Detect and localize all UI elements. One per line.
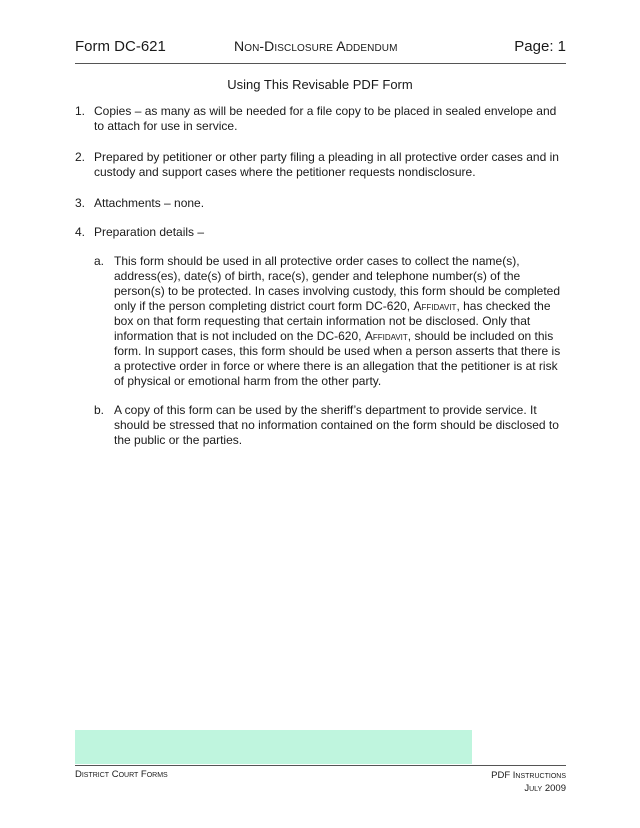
sub-item-text — [114, 254, 560, 388]
form-title: Non-Disclosure Addendum — [234, 38, 398, 54]
item-number: 1. — [75, 104, 86, 118]
sub-item-text: A copy of this form can be used by the sheriff’s department to provide service. It should be stressed that no information contained on the form should be disclosed to the public or the parties. — [114, 403, 559, 447]
page-header — [75, 38, 566, 56]
item-text: Prepared by petitioner or other party filing a pleading in all protective order cases and in custody and support cases where the petitioner requests nondisclosure. — [94, 150, 559, 179]
form-number: Form DC-621 — [75, 38, 166, 55]
page-number: Page: 1 — [514, 38, 566, 55]
revisable-form-field[interactable] — [75, 730, 472, 764]
list-item — [75, 104, 566, 134]
instruction-list — [75, 104, 566, 448]
affidavit-ref: Affidavit — [413, 299, 457, 313]
sub-item-text-part: , should be included on this form. In support cases, this form should be used when a person asserts that there is a protective order in force or where there is an allegation that the petitioner is at risk of physical or emotional harm from the other party. — [114, 329, 561, 388]
item-text: Copies – as many as will be needed for a file copy to be placed in sealed envelope and to attach for use in service. — [94, 104, 557, 133]
footer-left: District Court Forms — [75, 769, 168, 780]
header-divider — [75, 63, 566, 64]
page-subtitle: Using This Revisable PDF Form — [227, 77, 413, 92]
sub-item-a — [94, 254, 566, 389]
sub-item-letter: b. — [94, 403, 105, 417]
sub-item-text-part: , has checked the box on that form requesting that certain information not be disclosed. Only that information that is not included on the DC-620, — [114, 299, 551, 343]
item-number: 2. — [75, 150, 86, 164]
footer-instructions: PDF Instructions — [491, 770, 566, 781]
item-text: Preparation details – — [94, 225, 205, 239]
sub-item-letter: a. — [94, 254, 105, 268]
item-text: Attachments – none. — [94, 196, 205, 210]
item-number: 3. — [75, 196, 86, 210]
list-item — [75, 150, 566, 180]
list-item — [75, 225, 566, 240]
sub-item-b — [94, 403, 566, 448]
list-item — [75, 196, 566, 211]
item-number: 4. — [75, 225, 86, 239]
footer-right — [491, 769, 566, 795]
sublist — [75, 254, 566, 448]
sub-item-text-part: This form should be used in all protective order cases to collect the name(s), address(es), date(s) of birth, race(s), gender and telephone number(s) of the person(s) to be protected. In cases involving custody, this form should be completed only if the person completing district court form DC-620, — [114, 254, 561, 313]
footer-divider — [75, 765, 566, 766]
affidavit-ref: Affidavit — [364, 329, 408, 343]
footer-date: July 2009 — [524, 783, 566, 794]
